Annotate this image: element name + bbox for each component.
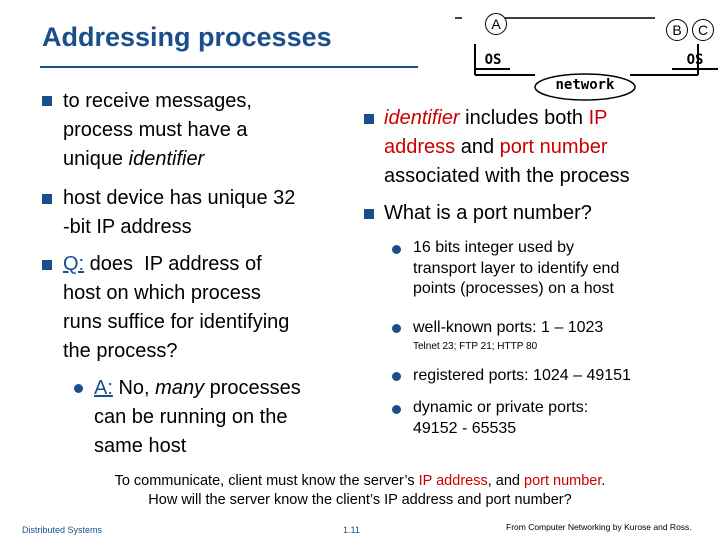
sub-bullet-2: well-known ports: 1 – 1023 bbox=[413, 319, 604, 336]
footer-page-number: 1.11 bbox=[343, 525, 360, 535]
slide-title: Addressing processes bbox=[42, 22, 332, 52]
left-bullet-3-line-2: host on which process bbox=[63, 282, 261, 304]
sub-bullet-1-line-2: transport layer to identify end bbox=[413, 259, 620, 277]
answer-line-1-pre: No, bbox=[112, 377, 156, 399]
bullet-square-1 bbox=[42, 96, 52, 106]
right-bullet-1-line-3: associated with the process bbox=[384, 165, 630, 187]
question-prefix: Q: bbox=[63, 253, 85, 275]
left-bullet-3-line-4: the process? bbox=[63, 340, 178, 362]
network-diagram bbox=[440, 0, 720, 100]
answer-line-1-post: processes bbox=[204, 377, 301, 399]
right-bullet-1 bbox=[384, 104, 630, 191]
right-ip: IP bbox=[588, 107, 608, 129]
bottom-note-line-2: How will the server know the client’s IP address and port number? bbox=[148, 492, 572, 508]
answer-line-2: can be running on the bbox=[94, 406, 288, 428]
title-rule bbox=[40, 66, 418, 68]
host-a-node: A bbox=[485, 13, 507, 35]
bullet-dot-answer bbox=[74, 384, 83, 393]
right-address: address bbox=[384, 136, 456, 158]
left-bullet-2 bbox=[63, 184, 295, 242]
sub-bullet-1 bbox=[413, 238, 619, 300]
bullet-square-r2 bbox=[364, 209, 374, 219]
left-bullet-1 bbox=[63, 87, 252, 174]
right-bullet-1-line-2 bbox=[384, 133, 630, 162]
bottom-note bbox=[0, 472, 720, 510]
answer-line-1 bbox=[94, 374, 301, 403]
left-bullet-2-line-2: -bit IP address bbox=[63, 216, 192, 238]
bullet-square-3 bbox=[42, 260, 52, 270]
right-bullet-1-line-1-text: includes both bbox=[459, 107, 589, 129]
host-b-node: B bbox=[666, 19, 688, 41]
bullet-dot-s3 bbox=[392, 372, 401, 381]
left-bullet-1-line-1: to receive messages, bbox=[63, 90, 252, 112]
sub-bullet-4-line-1: dynamic or private ports: bbox=[413, 399, 589, 416]
left-bullet-1-line-3-text: unique bbox=[63, 148, 129, 170]
bullet-square-2 bbox=[42, 194, 52, 204]
right-bullet-1-line-1 bbox=[384, 104, 630, 133]
right-and: and bbox=[455, 136, 500, 158]
left-bullet-2-line-1: host device has unique 32 bbox=[63, 187, 296, 209]
right-bullet-2: What is a port number? bbox=[384, 202, 592, 224]
left-bullet-3-line-1-text: does IP address of bbox=[84, 253, 262, 275]
sub-bullet-1-line-3: points (processes) on a host bbox=[413, 280, 614, 297]
right-identifier: identifier bbox=[384, 107, 460, 129]
bottom-ip-address: IP address bbox=[418, 473, 488, 489]
os-label-right: OS bbox=[672, 52, 718, 70]
bottom-note-line-1 bbox=[0, 472, 720, 491]
bullet-dot-s1 bbox=[392, 245, 401, 254]
footer-credit: From Computer Networking by Kurose and Ross. bbox=[506, 522, 692, 532]
right-port-number: port number bbox=[499, 136, 608, 158]
footer-course: Distributed Systems bbox=[22, 525, 103, 535]
left-bullet-1-identifier: identifier bbox=[128, 148, 205, 170]
sub-bullet-3: registered ports: 1024 – 49151 bbox=[413, 367, 631, 384]
bullet-dot-s4 bbox=[392, 405, 401, 414]
network-label: network bbox=[555, 77, 615, 93]
sub-bullet-2-detail: Telnet 23; FTP 21; HTTP 80 bbox=[413, 341, 538, 352]
left-bullet-3 bbox=[63, 250, 289, 366]
sub-bullet-1-line-1: 16 bits integer used by bbox=[413, 239, 574, 256]
bottom-port-number: port number bbox=[524, 473, 602, 489]
answer-block bbox=[94, 374, 301, 461]
answer-many: many bbox=[155, 377, 205, 399]
bottom-note-line-1-mid: , and bbox=[487, 473, 524, 489]
answer-prefix: A: bbox=[94, 377, 113, 399]
host-c-node: C bbox=[692, 19, 714, 41]
bottom-note-line-1-end: . bbox=[601, 473, 606, 489]
answer-line-3: same host bbox=[94, 435, 187, 457]
left-bullet-1-line-2: process must have a bbox=[63, 119, 248, 141]
sub-bullet-4-line-2: 49152 - 65535 bbox=[413, 419, 517, 437]
left-bullet-1-line-3 bbox=[63, 145, 252, 174]
os-label-left: OS bbox=[476, 52, 510, 70]
left-bullet-3-line-1 bbox=[63, 250, 289, 279]
sub-bullet-4 bbox=[413, 398, 588, 439]
bullet-square-r1 bbox=[364, 114, 374, 124]
bullet-dot-s2 bbox=[392, 324, 401, 333]
left-bullet-3-line-3: runs suffice for identifying bbox=[63, 311, 290, 333]
bottom-note-line-1-pre: To communicate, client must know the server’s bbox=[114, 473, 419, 489]
